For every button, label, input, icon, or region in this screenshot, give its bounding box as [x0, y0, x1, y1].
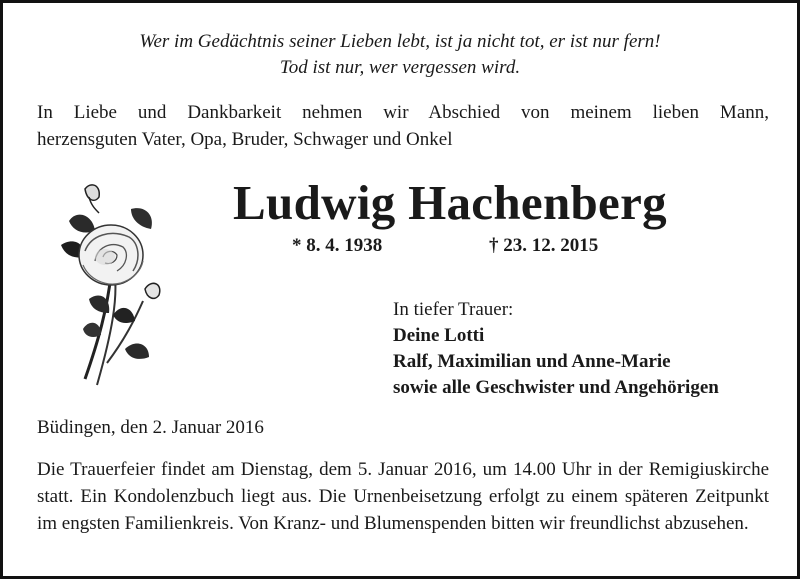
- mourners-block: [393, 297, 719, 401]
- motto-quote: [3, 29, 797, 81]
- intro-text: [37, 99, 769, 153]
- birth-date: * 8. 4. 1938: [292, 235, 383, 256]
- funeral-notice: Die Trauerfeier findet am Dienstag, dem 5. Januar 2016, um 14.00 Uhr in der Remigiuskirche statt. Ein Kondolenzbuch liegt aus. Die Urnenbeisetzung erfolgt zu einem späteren Zeitpunkt im engsten Familienkreis. Von Kranz- und Blumenspenden bitten wir freundlichst abzusehen.: [37, 459, 769, 534]
- deceased-name-text: Ludwig Hachenberg: [233, 175, 667, 230]
- place-date: Büdingen, den 2. Januar 2016: [37, 417, 264, 438]
- mourner-line: sowie alle Geschwister und Angehörigen: [393, 377, 719, 398]
- motto-line-1: Wer im Gedächtnis seiner Lieben lebt, ist ja nicht tot, er ist nur fern!: [139, 31, 661, 52]
- deceased-name: [3, 173, 800, 233]
- death-date: † 23. 12. 2015: [489, 235, 599, 256]
- mourner-line: Deine Lotti: [393, 325, 485, 346]
- intro-line-1: In Liebe und Dankbarkeit nehmen wir Abschied von meinem lieben Mann,: [37, 102, 769, 123]
- motto-line-2: Tod ist nur, wer vergessen wird.: [279, 57, 521, 78]
- intro-line-2: herzensguten Vater, Opa, Bruder, Schwager und Onkel: [37, 129, 453, 150]
- mourner-line: Ralf, Maximilian und Anne-Marie: [393, 351, 671, 372]
- mourners-heading: In tiefer Trauer:: [393, 299, 514, 320]
